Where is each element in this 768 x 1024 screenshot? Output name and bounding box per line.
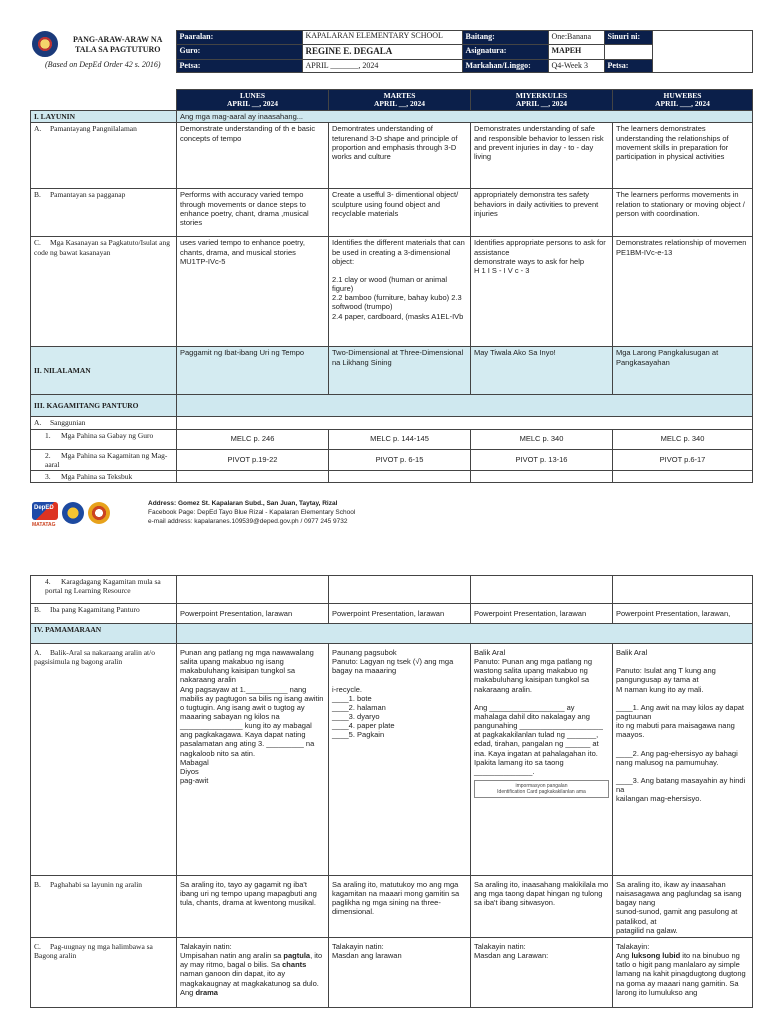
cell-iba-martes: Powerpoint Presentation, larawan: [329, 604, 471, 624]
value-petsa: APRIL _______, 2024: [302, 59, 462, 72]
cell-a-miyerkules: Demonstrates understanding of safe and responsible behavior to lessen risk and prevent injuries in day - to - day living: [471, 123, 613, 189]
value-paaralan: KAPALARAN ELEMENTARY SCHOOL: [302, 31, 462, 45]
cell-uugnay-huwebes: Talakayin: Ang luksong lubid ito na binubuo ng tatlo o higit pang manlalaro ay simple lamang na kahit pinagdugtong dugtong na goma ay maaari nang gamitin. Sa larong ito lumulukso ang: [613, 938, 753, 1008]
cell-a-martes: Demontrates understanding of teturenand 3-D shape and principle of proportion and emphasis through 3-D works and culture: [329, 123, 471, 189]
value-asignatura: MAPEH: [548, 44, 604, 59]
row-label-b: B. Pamantayan sa pagganap: [31, 189, 177, 237]
pamamaraan-blank: [177, 624, 753, 644]
footer-text: [148, 500, 355, 526]
row-pamantayan-sa-pagganap: [31, 189, 753, 237]
row-mga-kasanayan: [31, 237, 753, 347]
value-baitang: One:Banana: [548, 31, 604, 45]
kagamitan-blank: [177, 395, 753, 417]
cell-nilalaman-lunes: Paggamit ng Ibat-ibang Uri ng Tempo: [177, 347, 329, 395]
cell-pivot-martes: PIVOT p. 6-15: [329, 449, 471, 470]
sanggunian-blank: [177, 417, 753, 429]
row-pamantayang-pangnilalaman: [31, 123, 753, 189]
label-markahan: Markahan/Linggo:: [462, 59, 548, 72]
cell-iba-lunes: Powerpoint Presentation, larawan: [177, 604, 329, 624]
cell-pivot-lunes: PIVOT p.19-22: [177, 449, 329, 470]
value-guro: REGINE E. DEGALA: [302, 44, 462, 59]
cell-gabay-huwebes: MELC p. 340: [613, 429, 753, 449]
section-pamamaraan: [31, 624, 753, 644]
plan-table-2: [30, 575, 753, 1008]
day-header-miyerkules: MIYERKULES APRIL __, 2024: [471, 89, 613, 111]
cell-paghahabi-lunes: Sa araling ito, tayo ay gagamit ng iba't ibang uri ng tempo upang mapagbuti ang tula, chants, drama at kwentong musikal.: [177, 876, 329, 938]
cell-teksbuk-lunes: [177, 470, 329, 482]
cell-a-lunes: Demonstrate understanding of th e basic concepts of tempo: [177, 123, 329, 189]
row-iba-pang-kagamitan: [31, 604, 753, 624]
cell-iba-huwebes: Powerpoint Presentation, larawan,: [613, 604, 753, 624]
cell-balik-miyerkules: [471, 644, 613, 876]
cell-b-miyerkules: appropriately demonstra tes safety behaviors in daily activities to prevent injuries: [471, 189, 613, 237]
cell-gabay-martes: MELC p. 144-145: [329, 429, 471, 449]
section-kagamitan: [31, 395, 753, 417]
row-nilalaman: [31, 347, 753, 395]
cell-karagdagang-martes: [329, 576, 471, 604]
cell-b-lunes: Performs with accuracy varied tempo through movements or dance steps to enhance poetry, chant, drama ,musical stories: [177, 189, 329, 237]
cell-uugnay-miyerkules: Talakayin natin: Masdan ang Larawan:: [471, 938, 613, 1008]
cell-balik-martes: Paunang pagsubok Panuto: Lagyan ng tsek (√) ang mga bagay na maaaring i-recycle. ____1. bote ____2. halaman ____3. dyaryo ____4. paper plate ____5. Pagkain: [329, 644, 471, 876]
cell-karagdagang-miyerkules: [471, 576, 613, 604]
header-table: [30, 30, 753, 73]
dll-page-2: [30, 575, 752, 1008]
cell-nilalaman-miyerkules: May Tiwala Ako Sa Inyo!: [471, 347, 613, 395]
cell-nilalaman-huwebes: Mga Larong Pangkalusugan at Pangkasayahan: [613, 347, 753, 395]
day-header-lunes: LUNES APRIL __, 2024: [177, 89, 329, 111]
label-paaralan: Paaralan:: [176, 31, 302, 45]
row-label-balik-aral: A. Balik-Aral sa nakaraang aralin at/o pagsisimula ng bagong aralin: [31, 644, 177, 876]
cell-balik-lunes: Punan ang patlang ng mga nawawalang salita upang makabuo ng isang makabuluhang kaisipan tungkol sa nakaraang aralin Ang pagsayaw at 1.__________ nang mabilis ay pagtugon sa bilis ng isang awitin o tugtugin. Ang isang awit o tugtog ay maaaring sabayan ng kilos na _______________ kung ito ay mabagal ang pagkakagawa. Kaya dapat nating pasalamatan ang ating 3. _________ na nagkaloob nito sa atin. Mabagal Diyos pag-awit: [177, 644, 329, 876]
cell-balik-huwebes: Balik Aral Panuto: Isulat ang T kung ang pangungusap ay tama at M naman kung ito ay mali. ____1. Ang awit na may kilos ay dapat pagtuunan ito ng mabuti para maisagawa nang maayos. ____2. Ang pag-ehersisyo ay bahagi nang malusog na pamumuhay. ____3. Ang batang masayahin ay hindi na kailangan mag-ehersisyo.: [613, 644, 753, 876]
day-header-row: [31, 89, 753, 111]
cell-gabay-lunes: MELC p. 246: [177, 429, 329, 449]
row-label-a: A. Pamantayang Pangnilalaman: [31, 123, 177, 189]
row-sanggunian: [31, 417, 753, 429]
cell-uugnay-lunes: Talakayin natin: Umpisahan natin ang aralin sa pagtula, ito ay may ritmo, bagal o bilis. Sa chants naman ganoon din dapat, ito ay magkakaugnay at magkakatunog sa dulo. Ang drama: [177, 938, 329, 1008]
day-header-martes: MARTES APRIL __, 2024: [329, 89, 471, 111]
title-line-1: PANG-ARAW-ARAW NA: [73, 35, 163, 45]
id-card-line-2: Identification Card pagkakakilanlan ama: [497, 789, 586, 796]
footer-email: e-mail address: kapalaranes.109539@deped.gov.ph / 0977 245 9732: [148, 517, 348, 525]
section-title-pamamaraan: IV. PAMAMARAAN: [31, 624, 177, 644]
value-markahan: Q4-Week 3: [548, 59, 604, 72]
cell-uugnay-martes: Talakayin natin: Masdan ang larawan: [329, 938, 471, 1008]
cell-c-martes: Identifies the different materials that can be used in creating a 3-dimensional object: 2.1 clay or wood (human or animal figure) 2.2 bamboo (furniture, bahay kubo) 2.3 softwood (trumpo) 2.4 paper, cardboard, (masks A1EL-IVb: [329, 237, 471, 347]
row-gabay-ng-guro: [31, 429, 753, 449]
footer-address: Address: Gomez St. Kapalaran Subd., San Juan, Taytay, Rizal: [148, 500, 338, 507]
day-header-huwebes: HUWEBES APRIL ___, 2024: [613, 89, 753, 111]
cell-pivot-huwebes: PIVOT p.6-17: [613, 449, 753, 470]
cell-pivot-miyerkules: PIVOT p. 13-16: [471, 449, 613, 470]
label-asignatura: Asignatura:: [462, 44, 548, 59]
row-balik-aral: [31, 644, 753, 876]
title-line-2: TALA SA PAGTUTURO: [75, 44, 161, 54]
value-sinuri: [652, 31, 752, 73]
sinuri-blank: [604, 44, 652, 59]
cell-teksbuk-huwebes: [613, 470, 753, 482]
section-title-layunin: I. LAYUNIN: [31, 111, 177, 123]
cell-c-lunes: uses varied tempo to enhance poetry, chants, drama, and musical stories MU1TP-IVc-5: [177, 237, 329, 347]
philippine-seal-icon: [62, 502, 84, 524]
deped-seal: [30, 31, 60, 60]
section-title-nilalaman: II. NILALAMAN: [31, 347, 177, 395]
label-petsa: Petsa:: [176, 59, 302, 72]
balik-miyerkules-text: Balik Aral Panuto: Punan ang mga patlang ng wastong salita upang makabuo ng makabuluhang kaisipan tungkol sa nakaraang aralin. Ang __________________ ay mahalaga dahil dito nakalagay ang pangunahing ____________________ at pagkakakilanlan tulad ng _______, edad, tirahan, pangalan ng ______ at ina. Kaya ingatan at pahalagahan ito. Ipakita lamang ito sa taong ______________.: [474, 648, 603, 776]
row-teksbuk: [31, 470, 753, 482]
based-on-note: (Based on DepEd Order 42 s. 2016): [45, 60, 161, 70]
cell-iba-miyerkules: Powerpoint Presentation, larawan: [471, 604, 613, 624]
document-title: [60, 31, 176, 60]
cell-paghahabi-huwebes: Sa araling ito, ikaw ay inaasahan naisasagawa ang paglundag sa isang bagay nang sunod-sunod, gamit ang pasulong at patalikod, at patagilid na galaw.: [613, 876, 753, 938]
footer-facebook: Facebook Page: DepEd Tayo Blue Rizal - Kapalaran Elementary School: [148, 508, 356, 516]
cell-karagdagang-huwebes: [613, 576, 753, 604]
plan-table-1: [30, 89, 753, 483]
label-sinuri: Sinuri ni:: [604, 31, 652, 45]
label-petsa-2: Petsa:: [604, 59, 652, 72]
row-label-karagdagang: 4. Karagdagang Kagamitan mula sa portal ng Learning Resource: [31, 576, 177, 604]
cell-c-miyerkules: Identifies appropriate persons to ask for assistance demonstrate ways to ask for help H 1 I S - I V c - 3: [471, 237, 613, 347]
cell-c-huwebes: Demonstrates relationship of movemen PE1BM-IVc-e-13: [613, 237, 753, 347]
cell-gabay-miyerkules: MELC p. 340: [471, 429, 613, 449]
page-footer: [30, 500, 752, 540]
dll-page-1: [30, 30, 752, 528]
section-title-kagamitan: III. KAGAMITANG PANTURO: [31, 395, 177, 417]
row-label-pag-uugnay: C. Pag-uugnay ng mga halimbawa sa Bagong aralin: [31, 938, 177, 1008]
cell-a-huwebes: The learners demonstrates understanding the relationships of movement skills in preparation for participation in physical activities: [613, 123, 753, 189]
cell-paghahabi-miyerkules: Sa araling ito, inaasahang makikilala mo ang mga taong dapat hingan ng tulong sa iba't ibang sitwasyon.: [471, 876, 613, 938]
section-layunin: [31, 111, 753, 123]
row-label-paghahabi: B. Paghahabi sa layunin ng aralin: [31, 876, 177, 938]
row-label-gabay: 1. Mga Pahina sa Gabay ng Guro: [31, 429, 177, 449]
row-karagdagang-kagamitan: [31, 576, 753, 604]
id-card-word-box: [474, 780, 609, 798]
label-guro: Guro:: [176, 44, 302, 59]
cell-b-huwebes: The learners performs movements in relation to stationary or moving object / person with coordination.: [613, 189, 753, 237]
school-seal-icon: [88, 502, 110, 524]
cell-karagdagang-lunes: [177, 576, 329, 604]
row-label-sanggunian: A. Sanggunian: [31, 417, 177, 429]
row-pag-uugnay: [31, 938, 753, 1008]
row-label-iba-pang: B. Iba pang Kagamitang Panturo: [31, 604, 177, 624]
row-label-kagamitan-mag-aaral: 2. Mga Pahina sa Kagamitan ng Mag-aaral: [31, 449, 177, 470]
matatag-label: MATATAG: [32, 522, 56, 528]
seal-icon: [32, 31, 58, 57]
cell-teksbuk-miyerkules: [471, 470, 613, 482]
id-card-line-1: impormasyon pangalan: [515, 782, 568, 789]
cell-teksbuk-martes: [329, 470, 471, 482]
cell-b-martes: Create a usefful 3- dimentional object/ sculpture using found object and recyclable materials: [329, 189, 471, 237]
row-paghahabi: [31, 876, 753, 938]
layunin-note: Ang mga mag-aaral ay inaasahang...: [177, 111, 753, 123]
deped-logo-text: DepED: [34, 505, 54, 511]
day-header-blank: [31, 89, 177, 111]
cell-nilalaman-martes: Two-Dimensional at Three-Dimensional na Likhang Sining: [329, 347, 471, 395]
label-baitang: Baitang:: [462, 31, 548, 45]
cell-paghahabi-martes: Sa araling ito, matutukoy mo ang mga kagamitan na maaari mong gamitin sa paglikha ng mga sining na three-dimensional.: [329, 876, 471, 938]
row-label-teksbuk: 3. Mga Pahina sa Teksbuk: [31, 470, 177, 482]
row-kagamitan-mag-aaral: [31, 449, 753, 470]
row-label-c: C. Mga Kasanayan sa Pagkatuto/Isulat ang code ng bawat kasanayan: [31, 237, 177, 347]
